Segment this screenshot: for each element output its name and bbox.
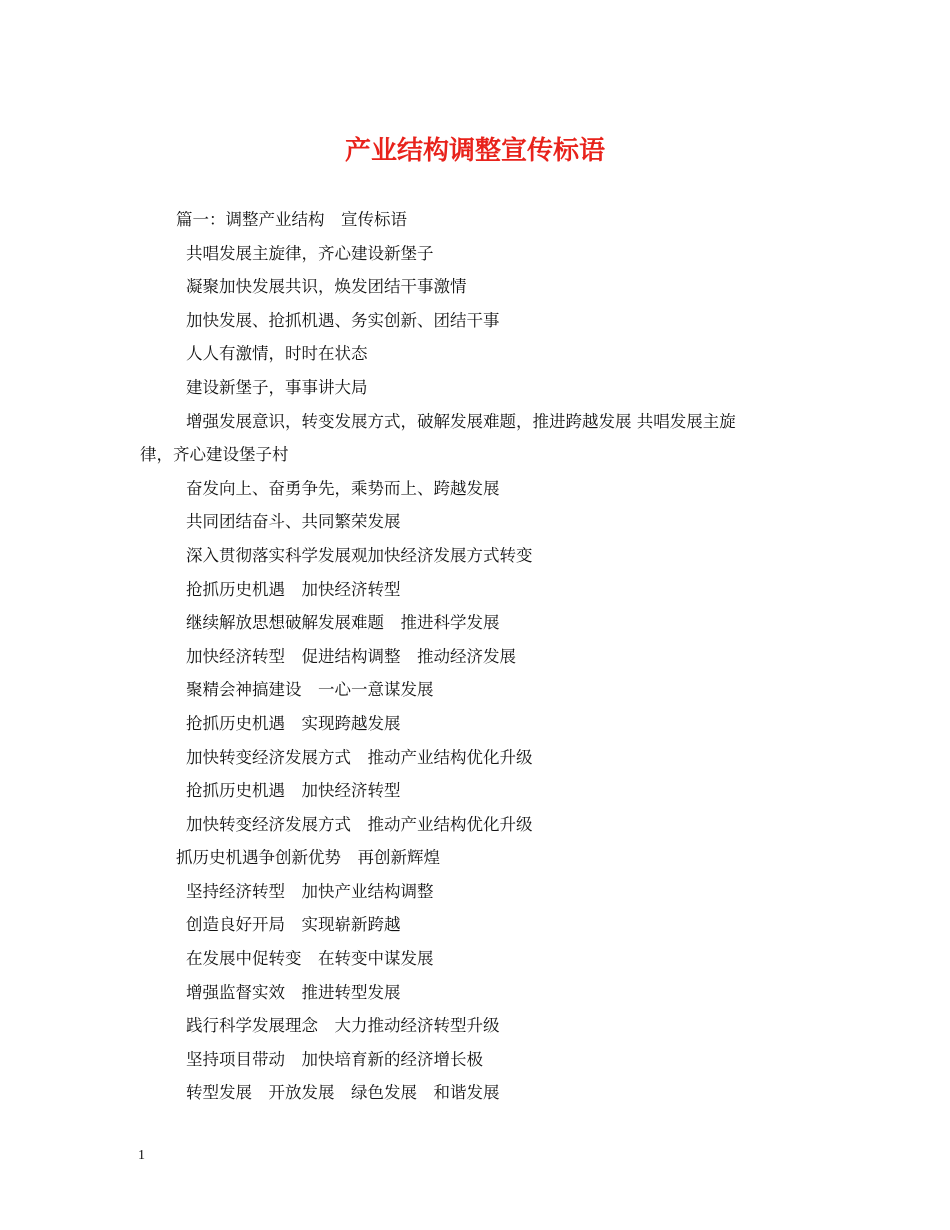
- text-line: 创造良好开局 实现崭新跨越: [186, 915, 401, 935]
- text-line: 抢抓历史机遇 加快经济转型: [186, 579, 401, 599]
- text-line: 践行科学发展理念 大力推动经济转型升级: [186, 1016, 500, 1036]
- document-body: [140, 203, 820, 1110]
- text-line: 加快转变经济发展方式 推动产业结构优化升级: [186, 814, 533, 834]
- text-line: 奋发向上、奋勇争先，乘势而上、跨越发展: [186, 478, 500, 498]
- text-line: 加快转变经济发展方式 推动产业结构优化升级: [186, 747, 533, 767]
- text-line: 建设新堡子，事事讲大局: [186, 377, 368, 397]
- text-line: 坚持项目带动 加快培育新的经济增长极: [186, 1049, 483, 1069]
- text-line: 增强监督实效 推进转型发展: [186, 982, 401, 1002]
- text-line: 凝聚加快发展共识，焕发团结干事激情: [186, 277, 467, 297]
- text-line: 律，齐心建设堡子村: [140, 445, 289, 465]
- text-line: 抢抓历史机遇 加快经济转型: [186, 781, 401, 801]
- text-line: 坚持经济转型 加快产业结构调整: [186, 881, 434, 901]
- text-line: 抢抓历史机遇 实现跨越发展: [186, 713, 401, 733]
- text-line: 篇一：调整产业结构 宣传标语: [176, 210, 407, 229]
- text-line: 共同团结奋斗、共同繁荣发展: [186, 512, 401, 532]
- text-line: 加快经济转型 促进结构调整 推动经济发展: [186, 646, 516, 666]
- text-line: 加快发展、抢抓机遇、务实创新、团结干事: [186, 310, 500, 330]
- text-line: 转型发展 开放发展 绿色发展 和谐发展: [186, 1083, 500, 1103]
- text-line: 深入贯彻落实科学发展观加快经济发展方式转变: [186, 545, 533, 565]
- page-number: 1: [138, 1148, 145, 1163]
- text-line: 抓历史机遇争创新优势 再创新辉煌: [176, 848, 440, 868]
- text-line: 继续解放思想破解发展难题 推进科学发展: [186, 613, 500, 633]
- text-line: 增强发展意识，转变发展方式，破解发展难题，推进跨越发展 共唱发展主旋: [186, 411, 736, 431]
- text-line: 聚精会神搞建设 一心一意谋发展: [186, 680, 434, 700]
- text-line: 人人有激情，时时在状态: [186, 344, 368, 364]
- text-line: 在发展中促转变 在转变中谋发展: [186, 949, 434, 969]
- text-line: 共唱发展主旋律，齐心建设新堡子: [186, 243, 434, 263]
- document-title: 产业结构调整宣传标语: [344, 136, 605, 166]
